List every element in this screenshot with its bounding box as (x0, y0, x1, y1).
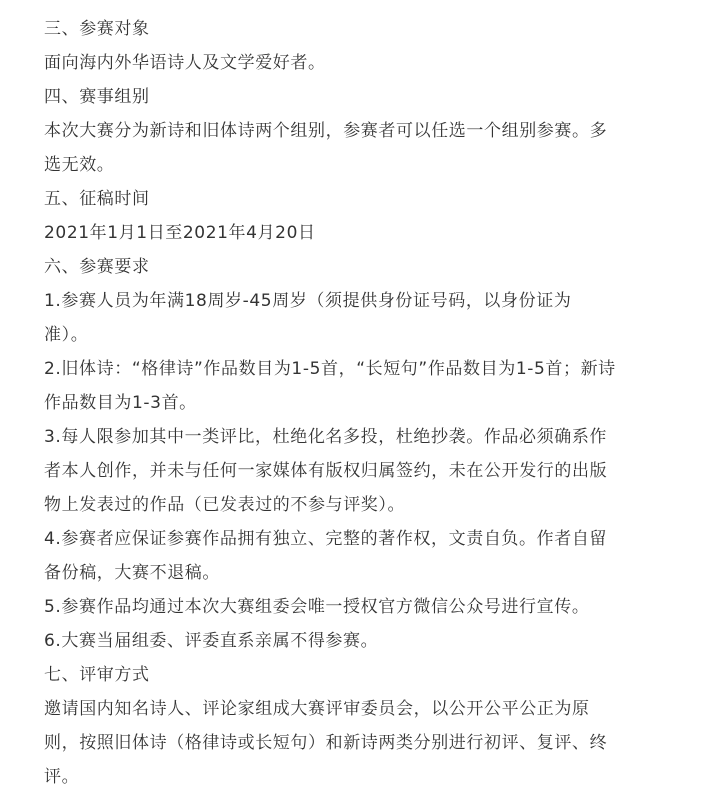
paragraph-line: 物上发表过的作品（已发表过的不参与评奖）。 (44, 495, 406, 515)
section-heading-judging-method: 七、评审方式 (44, 665, 150, 685)
paragraph-line: 者本人创作，并未与任何一家媒体有版权归属签约，未在公开发行的出版 (44, 461, 608, 481)
paragraph-line: 4.参赛者应保证参赛作品拥有独立、完整的著作权，文责自负。作者自留 (44, 529, 608, 549)
paragraph-line: 2021年1月1日至2021年4月20日 (44, 223, 316, 243)
section-heading-categories: 四、赛事组别 (44, 87, 150, 107)
paragraph-line: 准）。 (44, 325, 89, 345)
paragraph-line: 邀请国内知名诗人、评论家组成大赛评审委员会，以公开公平公正为原 (44, 699, 590, 719)
paragraph-line: 3.每人限参加其中一类评比，杜绝化名多投，杜绝抄袭。作品必须确系作 (44, 427, 608, 447)
paragraph-line: 6.大赛当届组委、评委直系亲属不得参赛。 (44, 631, 379, 651)
paragraph-line: 1.参赛人员为年满18周岁-45周岁（须提供身份证号码，以身份证为 (44, 291, 572, 311)
paragraph-line: 面向海内外华语诗人及文学爱好者。 (44, 53, 326, 73)
paragraph-line: 作品数目为1-3首。 (44, 393, 197, 413)
paragraph-line: 本次大赛分为新诗和旧体诗两个组别，参赛者可以任选一个组别参赛。多 (44, 121, 608, 141)
paragraph-line: 则，按照旧体诗（格律诗或长短句）和新诗两类分别进行初评、复评、终 (44, 733, 608, 753)
section-heading-requirements: 六、参赛要求 (44, 257, 150, 277)
paragraph-line: 选无效。 (44, 155, 115, 175)
paragraph-line: 2.旧体诗：“格律诗”作品数目为1-5首，“长短句”作品数目为1-5首；新诗 (44, 359, 616, 379)
paragraph-line: 备份稿，大赛不退稿。 (44, 563, 220, 583)
section-heading-participants: 三、参赛对象 (44, 19, 150, 39)
paragraph-line: 5.参赛作品均通过本次大赛组委会唯一授权官方微信公众号进行宣传。 (44, 597, 590, 617)
section-heading-submission-period: 五、征稿时间 (44, 189, 150, 209)
paragraph-line: 评。 (44, 767, 80, 787)
